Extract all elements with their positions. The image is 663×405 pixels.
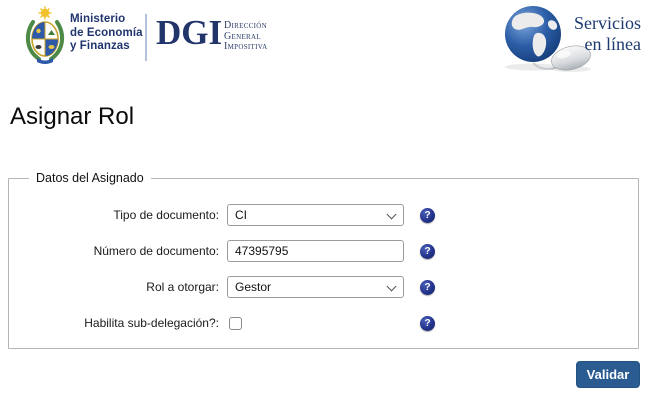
rol-otorgar-row: [9, 276, 638, 298]
dgi-name-line: Impositiva: [224, 41, 268, 52]
servicios-line: Servicios: [574, 13, 641, 33]
form-rows: [9, 204, 638, 334]
help-icon[interactable]: ?: [420, 244, 435, 259]
dgi-name-line: General: [224, 30, 261, 42]
numero-documento-row: [9, 240, 638, 262]
dgi-name-line: Dirección: [224, 20, 267, 31]
ministry-line: y Finanzas: [70, 40, 130, 52]
servicios-en-linea-logo: [545, 13, 641, 55]
header-divider: [145, 14, 147, 61]
datos-del-asignado-fieldset: [8, 171, 639, 349]
help-icon[interactable]: ?: [420, 208, 435, 223]
servicios-line: en línea: [584, 34, 641, 54]
dgi-logo-name: [224, 21, 268, 53]
rol-otorgar-select[interactable]: [227, 276, 404, 298]
fieldset-legend: Datos del Asignado: [36, 171, 144, 185]
ministry-line: Ministerio: [70, 13, 126, 25]
habilita-subdelegacion-label: Habilita sub-delegación?:: [84, 316, 219, 330]
rol-otorgar-label: Rol a otorgar:: [146, 280, 219, 294]
habilita-subdelegacion-row: [9, 312, 638, 334]
ministry-line: de Economía: [70, 26, 143, 39]
ministry-logo-text: [70, 13, 143, 54]
numero-documento-label: Número de documento:: [93, 244, 219, 258]
validar-button[interactable]: Validar: [576, 361, 640, 388]
habilita-subdelegacion-checkbox[interactable]: [229, 317, 242, 330]
help-icon[interactable]: ?: [420, 316, 435, 331]
dgi-logo: DGI: [156, 13, 223, 52]
tipo-documento-select[interactable]: [227, 204, 404, 226]
page-title: Asignar Rol: [10, 103, 135, 130]
rol-otorgar-select-wrap: [227, 276, 404, 298]
numero-documento-input[interactable]: [227, 240, 404, 262]
tipo-documento-label: Tipo de documento:: [113, 208, 219, 222]
uruguay-coat-of-arms-logo: [23, 6, 67, 64]
help-icon[interactable]: ?: [420, 280, 435, 295]
tipo-documento-select-wrap: [227, 204, 404, 226]
tipo-documento-row: [9, 204, 638, 226]
